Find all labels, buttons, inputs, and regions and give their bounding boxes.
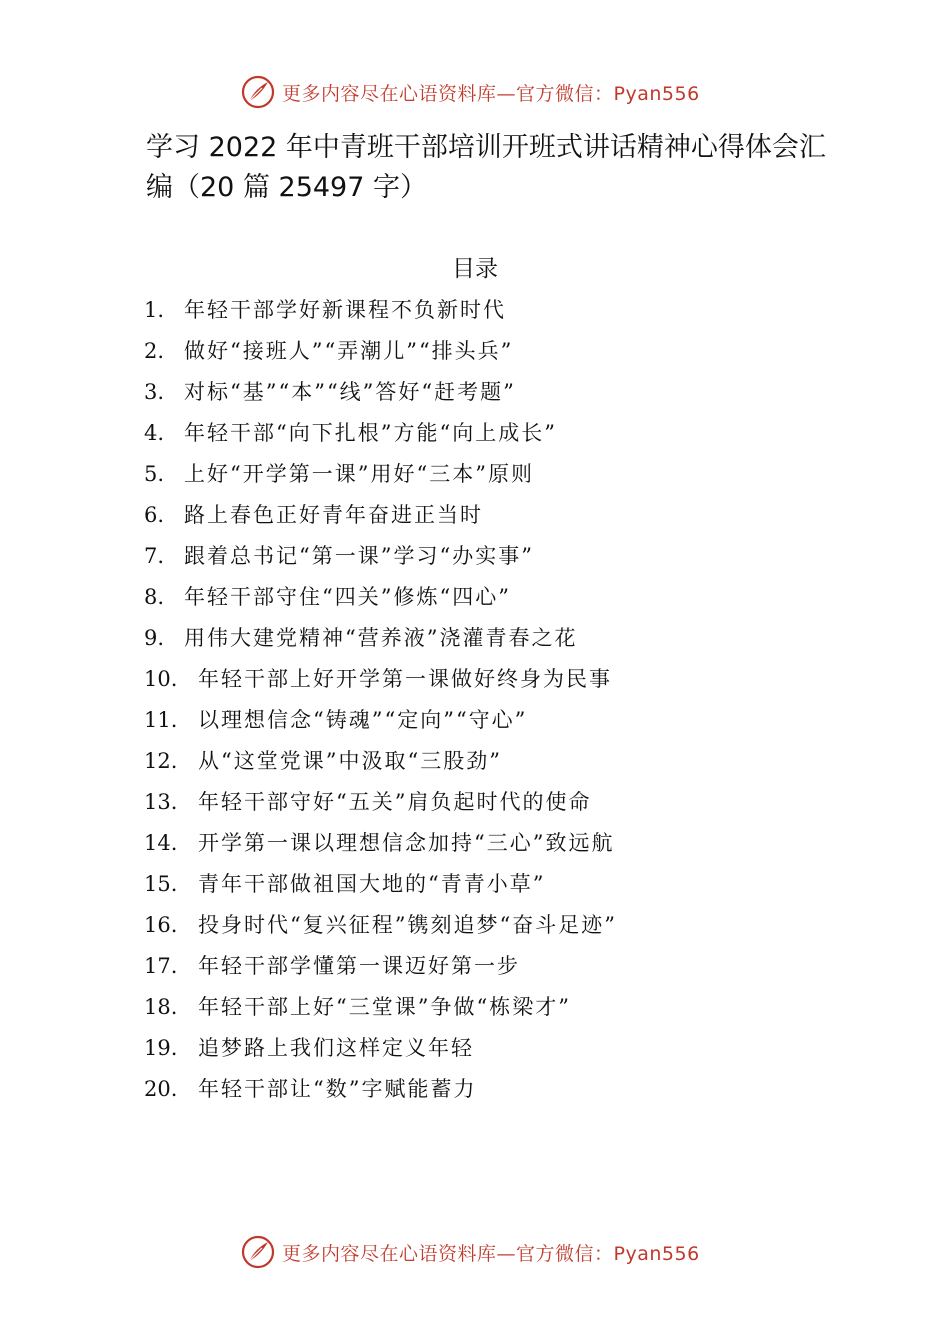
toc-item-number: 5. bbox=[144, 462, 165, 486]
toc-item-text: 年轻干部让“数”字赋能蓄力 bbox=[198, 1077, 477, 1101]
toc-item bbox=[144, 823, 617, 864]
header-watermark-banner bbox=[240, 72, 700, 112]
toc-item-text: 年轻干部“向下扎根”方能“向上成长” bbox=[184, 421, 557, 445]
toc-item-text: 跟着总书记“第一课”学习“办实事” bbox=[184, 544, 534, 568]
toc-item bbox=[144, 454, 617, 495]
toc-item bbox=[144, 946, 617, 987]
toc-item-text: 路上春色正好青年奋进正当时 bbox=[184, 503, 483, 527]
toc-item bbox=[144, 618, 617, 659]
toc-item bbox=[144, 741, 617, 782]
wechat-id: Pyan556 bbox=[613, 82, 700, 105]
watermark-text: 更多内容尽在心语资料库—官方微信：Pyan556 bbox=[282, 1242, 700, 1265]
toc-item bbox=[144, 536, 617, 577]
toc-item bbox=[144, 782, 617, 823]
toc-item bbox=[144, 331, 617, 372]
toc-item-text: 年轻干部上好“三堂课”争做“栋梁才” bbox=[198, 995, 571, 1019]
toc-item-text: 年轻干部守住“四关”修炼“四心” bbox=[184, 585, 511, 609]
toc-item-number: 12. bbox=[144, 749, 178, 773]
wechat-id: Pyan556 bbox=[613, 1242, 700, 1265]
toc-item-text: 对标“基”“本”“线”答好“赶考题” bbox=[184, 380, 516, 404]
watermark-text: 更多内容尽在心语资料库—官方微信：Pyan556 bbox=[282, 82, 700, 105]
toc-item bbox=[144, 495, 617, 536]
toc-item-text: 上好“开学第一课”用好“三本”原则 bbox=[184, 462, 534, 486]
toc-item-text: 做好“接班人”“弄潮儿”“排头兵” bbox=[184, 339, 514, 363]
feather-pen-logo-icon bbox=[240, 1234, 276, 1270]
feather-pen-logo-icon bbox=[240, 74, 276, 110]
toc-item-number: 9. bbox=[144, 626, 165, 650]
toc-item-text: 投身时代“复兴征程”镌刻追梦“奋斗足迹” bbox=[198, 913, 617, 937]
toc-item-number: 13. bbox=[144, 790, 178, 814]
toc-item-number: 16. bbox=[144, 913, 178, 937]
toc-item-number: 14. bbox=[144, 831, 178, 855]
toc-item-number: 10. bbox=[144, 667, 178, 691]
toc-item-number: 8. bbox=[144, 585, 165, 609]
toc-item-text: 开学第一课以理想信念加持“三心”致远航 bbox=[198, 831, 615, 855]
footer-watermark-banner bbox=[240, 1232, 700, 1272]
toc-item bbox=[144, 987, 617, 1028]
toc-item-number: 20. bbox=[144, 1077, 178, 1101]
toc-item-number: 11. bbox=[144, 708, 178, 732]
toc-item bbox=[144, 864, 617, 905]
toc-item-number: 3. bbox=[144, 380, 165, 404]
toc-item-number: 19. bbox=[144, 1036, 178, 1060]
toc-item bbox=[144, 372, 617, 413]
toc-item-number: 7. bbox=[144, 544, 165, 568]
toc-item-text: 用伟大建党精神“营养液”浇灌青春之花 bbox=[184, 626, 578, 650]
toc-item-text: 追梦路上我们这样定义年轻 bbox=[198, 1036, 474, 1060]
toc-item-text: 年轻干部守好“五关”肩负起时代的使命 bbox=[198, 790, 592, 814]
toc-item-number: 4. bbox=[144, 421, 165, 445]
toc-item-number: 15. bbox=[144, 872, 178, 896]
toc-item bbox=[144, 700, 617, 741]
toc-item-text: 年轻干部学好新课程不负新时代 bbox=[184, 298, 506, 322]
toc-item bbox=[144, 413, 617, 454]
toc-item-number: 6. bbox=[144, 503, 165, 527]
toc-item-text: 年轻干部上好开学第一课做好终身为民事 bbox=[198, 667, 612, 691]
toc-item bbox=[144, 659, 617, 700]
toc-item bbox=[144, 905, 617, 946]
toc-item bbox=[144, 290, 617, 331]
toc-item bbox=[144, 1028, 617, 1069]
toc-heading: 目录 bbox=[452, 256, 498, 282]
toc-item-text: 从“这堂党课”中汲取“三股劲” bbox=[198, 749, 502, 773]
table-of-contents bbox=[144, 290, 617, 1110]
toc-item bbox=[144, 577, 617, 618]
toc-item-text: 青年干部做祖国大地的“青青小草” bbox=[198, 872, 546, 896]
toc-item-number: 17. bbox=[144, 954, 178, 978]
toc-item-number: 2. bbox=[144, 339, 165, 363]
toc-item-number: 18. bbox=[144, 995, 178, 1019]
toc-item-number: 1. bbox=[144, 298, 165, 322]
toc-item bbox=[144, 1069, 617, 1110]
toc-item-text: 年轻干部学懂第一课迈好第一步 bbox=[198, 954, 520, 978]
toc-item-text: 以理想信念“铸魂”“定向”“守心” bbox=[198, 708, 528, 732]
document-title: 学习 2022 年中青班干部培训开班式讲话精神心得体会汇编（20 篇 25497 字） bbox=[146, 132, 826, 203]
